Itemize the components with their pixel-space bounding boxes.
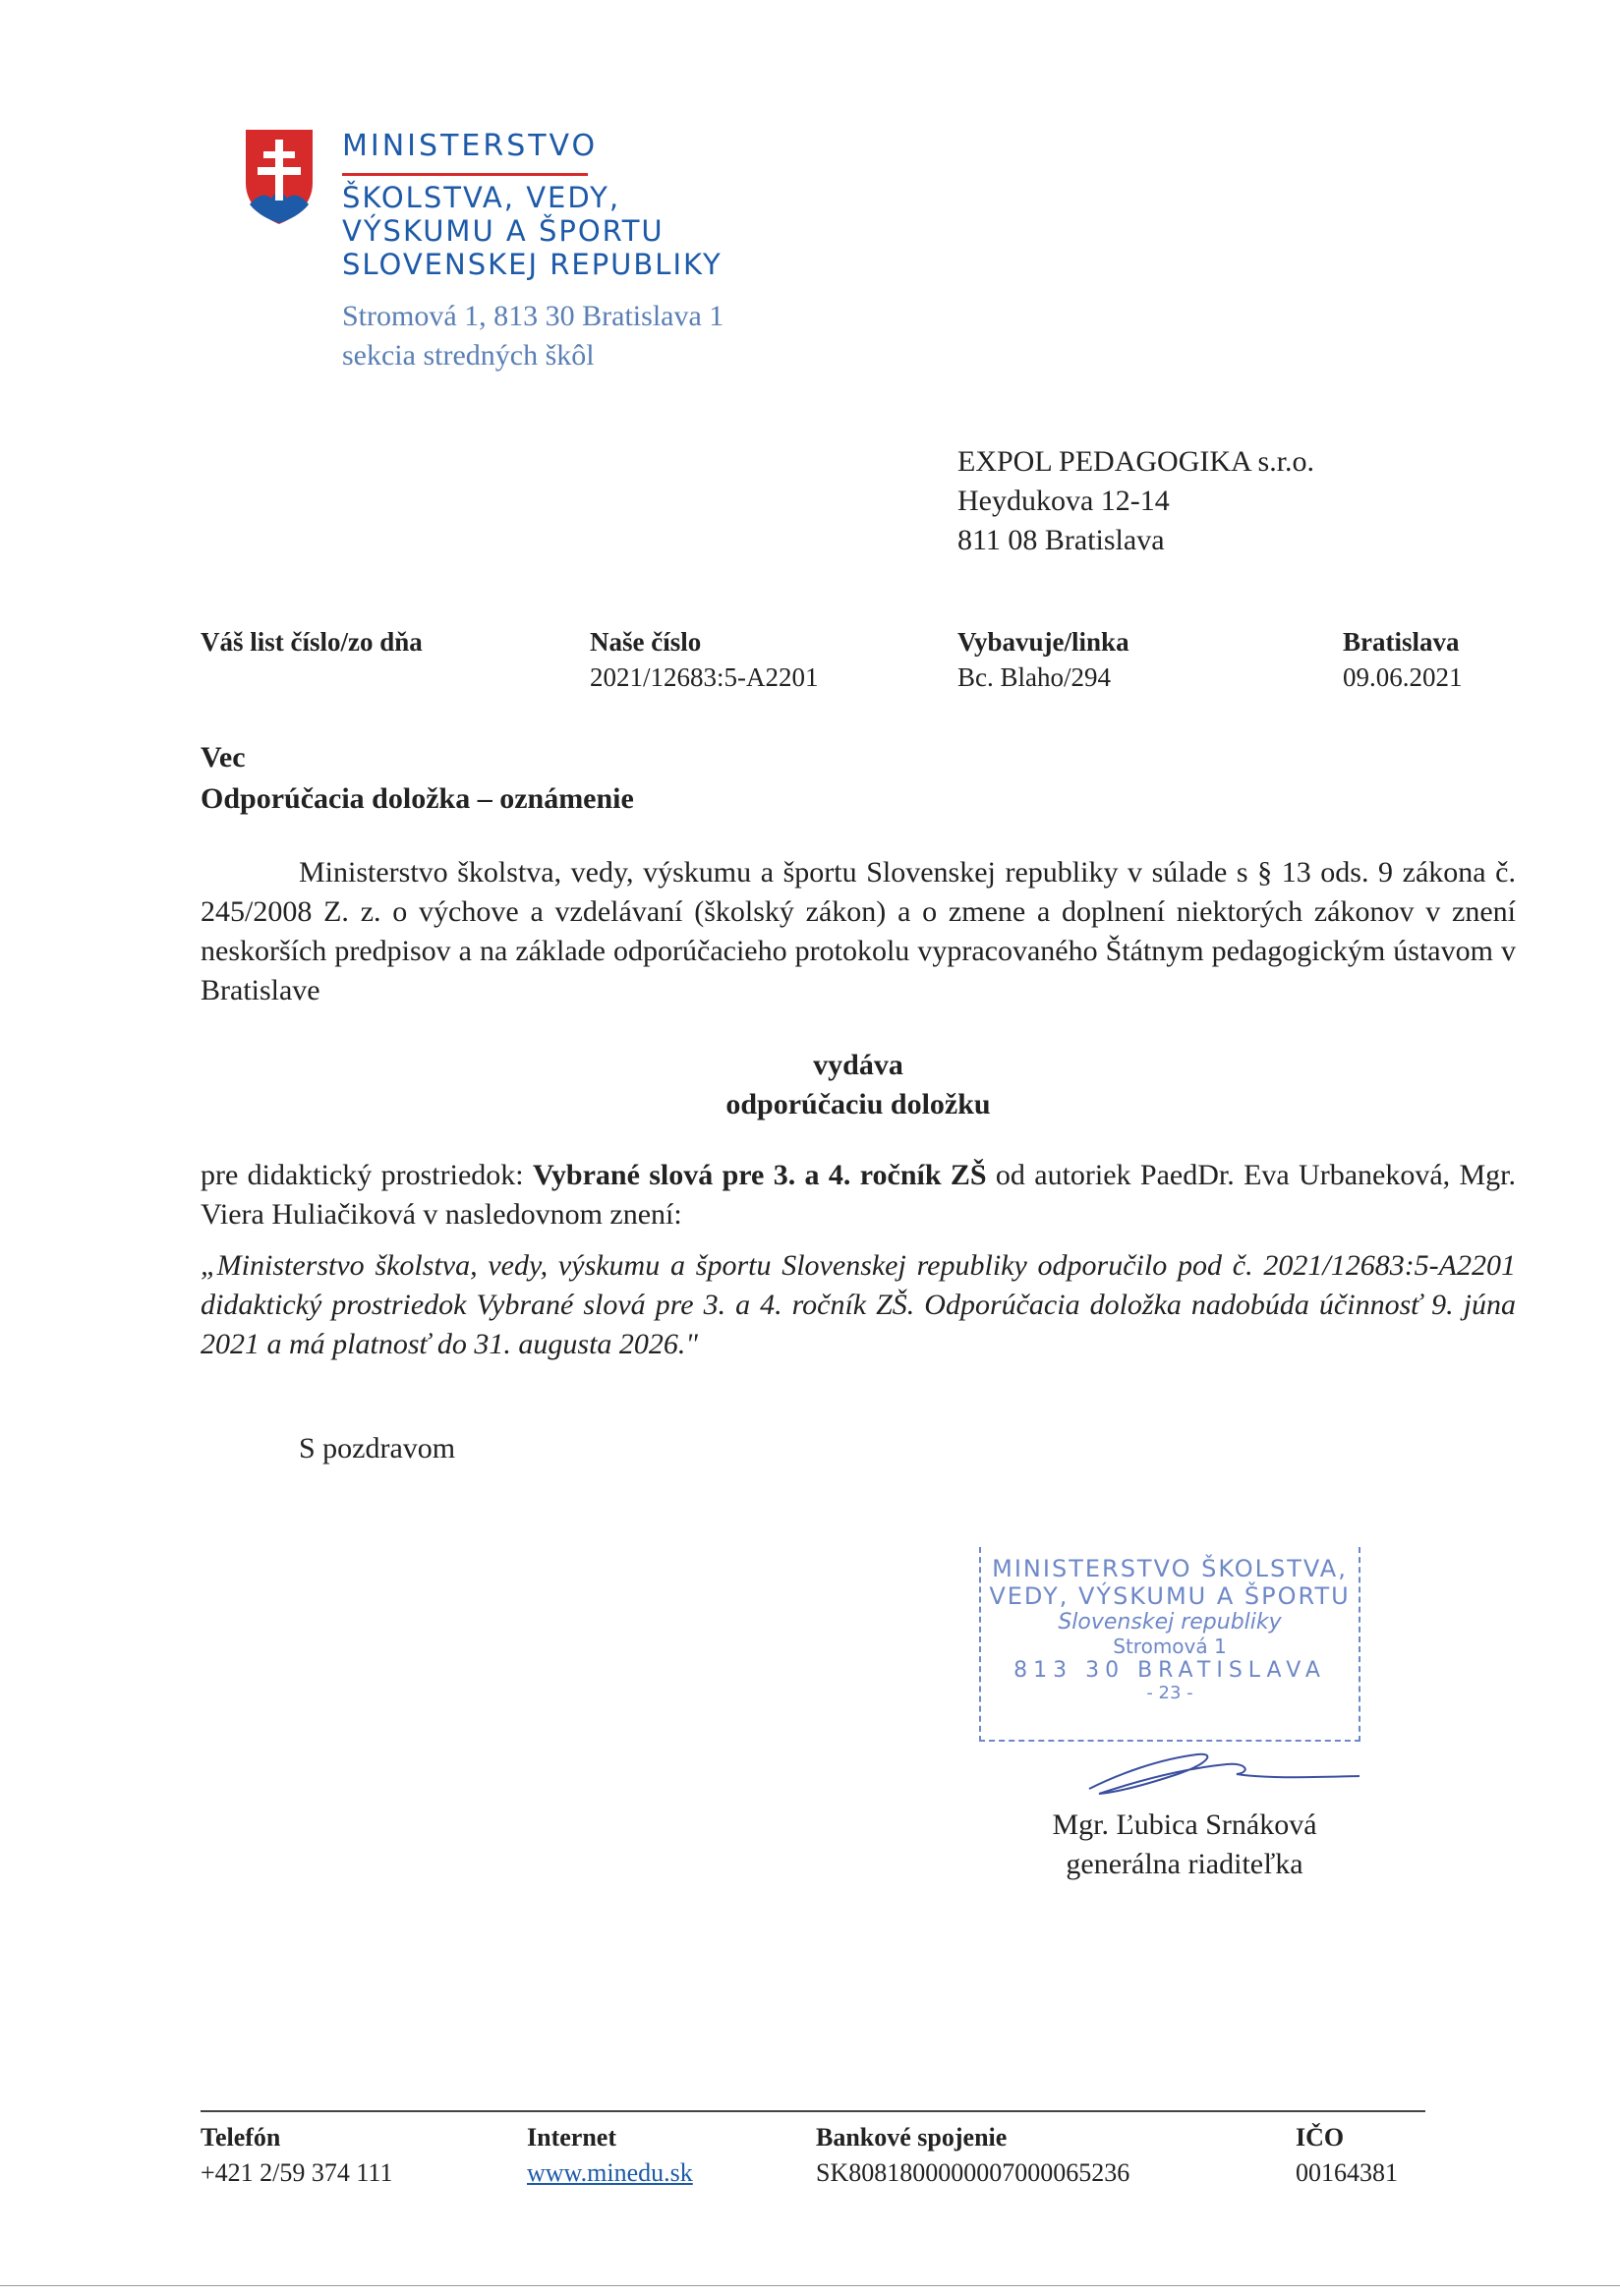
signer-block bbox=[983, 1806, 1386, 1884]
ministry-section: sekcia stredných škôl bbox=[342, 339, 595, 372]
footer-bank-label: Bankové spojenie bbox=[816, 2123, 1008, 2152]
ministry-address-block bbox=[342, 297, 723, 375]
issues-line1: vydáva bbox=[813, 1049, 903, 1081]
recipient-name: EXPOL PEDAGOGIKA s.r.o. bbox=[957, 445, 1315, 478]
footer-website-link[interactable]: www.minedu.sk bbox=[527, 2158, 693, 2187]
scan-edge-line bbox=[0, 2285, 1620, 2286]
handwritten-signature-icon bbox=[1079, 1745, 1364, 1804]
recipient-city: 811 08 Bratislava bbox=[957, 524, 1165, 556]
footer-bank: SK8081800000007000065236 bbox=[816, 2158, 1130, 2187]
material-suffix: od autoriek PaedDr. Eva Urbaneková, Mgr. Viera Huliačiková v nasledovnom znení: bbox=[201, 1159, 1517, 1231]
stamp-line4: Stromová 1 bbox=[1113, 1635, 1227, 1658]
subject-label: Vec bbox=[201, 741, 246, 774]
slovak-coat-of-arms-icon bbox=[244, 128, 315, 226]
handled-by-label: Vybavuje/linka bbox=[957, 627, 1129, 657]
stamp-line1: MINISTERSTVO ŠKOLSTVA, bbox=[992, 1555, 1348, 1582]
subject-block bbox=[201, 737, 634, 820]
stamp-line2: VEDY, VÝSKUMU A ŠPORTU bbox=[989, 1582, 1351, 1610]
closing: S pozdravom bbox=[299, 1432, 456, 1464]
stamp-line3: Slovenskej republiky bbox=[1058, 1610, 1282, 1635]
stamp-line5: 813 30 BRATISLAVA bbox=[1013, 1658, 1326, 1683]
signer-title: generálna riaditeľka bbox=[1066, 1848, 1303, 1880]
footer-phone: +421 2/59 374 111 bbox=[201, 2158, 393, 2187]
your-letter-label: Váš list číslo/zo dňa bbox=[201, 627, 423, 657]
our-number: 2021/12683:5-A2201 bbox=[590, 662, 819, 692]
footer-internet-label: Internet bbox=[527, 2123, 616, 2152]
official-stamp bbox=[979, 1547, 1360, 1742]
footer-ico-label: IČO bbox=[1296, 2123, 1345, 2152]
footer-phone-label: Telefón bbox=[201, 2123, 281, 2152]
letter-date: 09.06.2021 bbox=[1343, 662, 1463, 692]
issues-heading bbox=[201, 1046, 1516, 1124]
handled-by: Bc. Blaho/294 bbox=[957, 662, 1111, 692]
intro-paragraph: Ministerstvo školstva, vedy, výskumu a športu Slovenskej republiky v súlade s § 13 ods. 9 zákona č. 245/2008 Z. z. o výchove a vzdelávaní (školský zákon) a o zmene a doplnení niektorých zákonov v znení neskorších predpisov a na základe odporúčacieho protokolu vypracovaného Štátnym pedagogickým ústavom v Bratislave bbox=[201, 856, 1516, 1006]
material-paragraph bbox=[201, 1156, 1516, 1234]
ministry-address: Stromová 1, 813 30 Bratislava 1 bbox=[342, 300, 724, 332]
footer-ico: 00164381 bbox=[1296, 2158, 1398, 2187]
ministry-name-line4: SLOVENSKEJ REPUBLIKY bbox=[342, 248, 723, 281]
signer-name: Mgr. Ľubica Srnáková bbox=[1052, 1808, 1317, 1841]
recipient-street: Heydukova 12-14 bbox=[957, 485, 1170, 517]
ministry-name-block bbox=[342, 181, 723, 281]
our-number-label: Naše číslo bbox=[590, 627, 702, 657]
recipient-address bbox=[957, 442, 1314, 560]
ministry-name-line3: VÝSKUMU A ŠPORTU bbox=[342, 214, 665, 248]
material-prefix: pre didaktický prostriedok: bbox=[201, 1159, 533, 1191]
subject-title: Odporúčacia doložka – oznámenie bbox=[201, 782, 634, 815]
material-title: Vybrané slová pre 3. a 4. ročník ZŠ bbox=[532, 1159, 987, 1191]
ministry-red-rule bbox=[342, 173, 588, 176]
ministry-name-line1: MINISTERSTVO bbox=[342, 129, 599, 163]
place-label: Bratislava bbox=[1343, 627, 1460, 657]
footer-divider bbox=[201, 2110, 1425, 2112]
quote-paragraph: „Ministerstvo školstva, vedy, výskumu a športu Slovenskej republiky odporučilo pod č. 2021/12683:5-A2201 didaktický prostriedok Vybrané slová pre 3. a 4. ročník ZŠ. Odporúčacia doložka nadobúda účinnosť 9. júna 2021 a má platnosť do 31. augusta 2026." bbox=[201, 1249, 1516, 1360]
ministry-name-line2: ŠKOLSTVA, VEDY, bbox=[342, 181, 621, 214]
issues-line2: odporúčaciu doložku bbox=[725, 1088, 991, 1120]
stamp-line6: - 23 - bbox=[1146, 1683, 1193, 1703]
